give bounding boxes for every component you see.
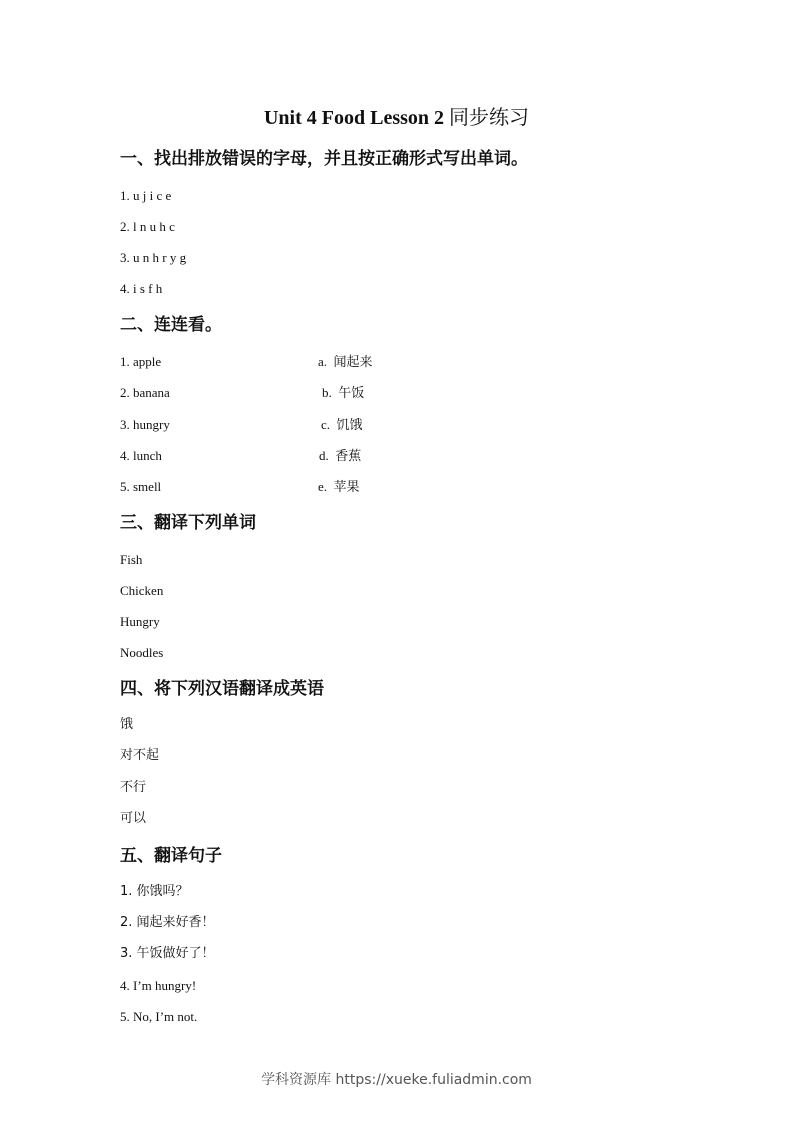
section-1-item-4: 4. i s f h: [120, 281, 163, 296]
section-5-item-3: 3. 午饭做好了！: [120, 946, 215, 961]
match-left-4: 4. lunch: [120, 448, 162, 463]
section-5-item-1: 1. 你饿吗？: [120, 884, 189, 899]
section-5-item-4: 4. I’m hungry!: [120, 978, 197, 993]
match-right-letter: b.: [322, 385, 332, 400]
page-title: [0, 104, 793, 131]
match-left-3: 3. hungry: [120, 417, 170, 432]
page-title-cn: 同步练习: [449, 105, 530, 129]
section-3-heading: 三、翻译下列单词: [120, 513, 256, 533]
match-right-letter: a.: [318, 354, 328, 369]
match-right-letter: d.: [319, 448, 329, 463]
match-right-e: [318, 478, 360, 497]
section-5-item-2: 2. 闻起来好香！: [120, 915, 215, 930]
match-right-letter: c.: [321, 417, 331, 432]
match-right-text: 午饭: [338, 386, 365, 401]
section-3-item-2: Chicken: [120, 583, 164, 598]
page-title-en: Unit 4 Food Lesson 2: [263, 107, 450, 129]
match-right-letter: e.: [318, 479, 328, 494]
section-1-item-3: 3. u n h r y g: [120, 250, 187, 265]
section-1-item-2: 2. l n u h c: [120, 219, 175, 234]
match-right-d: [319, 447, 361, 466]
section-4-item-3: 不行: [120, 780, 147, 795]
section-5-heading: 五、翻译句子: [120, 846, 222, 866]
footer-source: 学科资源库 https://xueke.fuliadmin.com: [261, 1072, 532, 1088]
match-right-text: 苹果: [333, 480, 360, 495]
section-3-item-3: Hungry: [120, 614, 160, 629]
section-4-item-4: 可以: [120, 811, 147, 826]
match-right-text: 饥饿: [336, 418, 363, 433]
match-right-text: 闻起来: [333, 355, 373, 370]
match-right-a: [318, 353, 373, 372]
match-left-2: 2. banana: [120, 385, 170, 400]
section-2-heading: 二、连连看。: [120, 315, 222, 335]
section-1-item-1: 1. u j i c e: [120, 188, 172, 203]
section-4-heading: 四、将下列汉语翻译成英语: [120, 679, 324, 699]
section-4-item-1: 饿: [120, 717, 134, 732]
section-3-item-4: Noodles: [120, 645, 164, 660]
match-left-1: 1. apple: [120, 354, 162, 369]
section-4-item-2: 对不起: [120, 748, 160, 763]
match-left-5: 5. smell: [120, 479, 162, 494]
section-1-heading: 一、找出排放错误的字母，并且按正确形式写出单词。: [120, 149, 528, 169]
section-5-item-5: 5. No, I’m not.: [120, 1009, 198, 1024]
match-right-c: [321, 416, 363, 435]
match-right-b: [322, 384, 364, 403]
section-3-item-1: Fish: [120, 552, 143, 567]
match-right-text: 香蕉: [335, 449, 362, 464]
